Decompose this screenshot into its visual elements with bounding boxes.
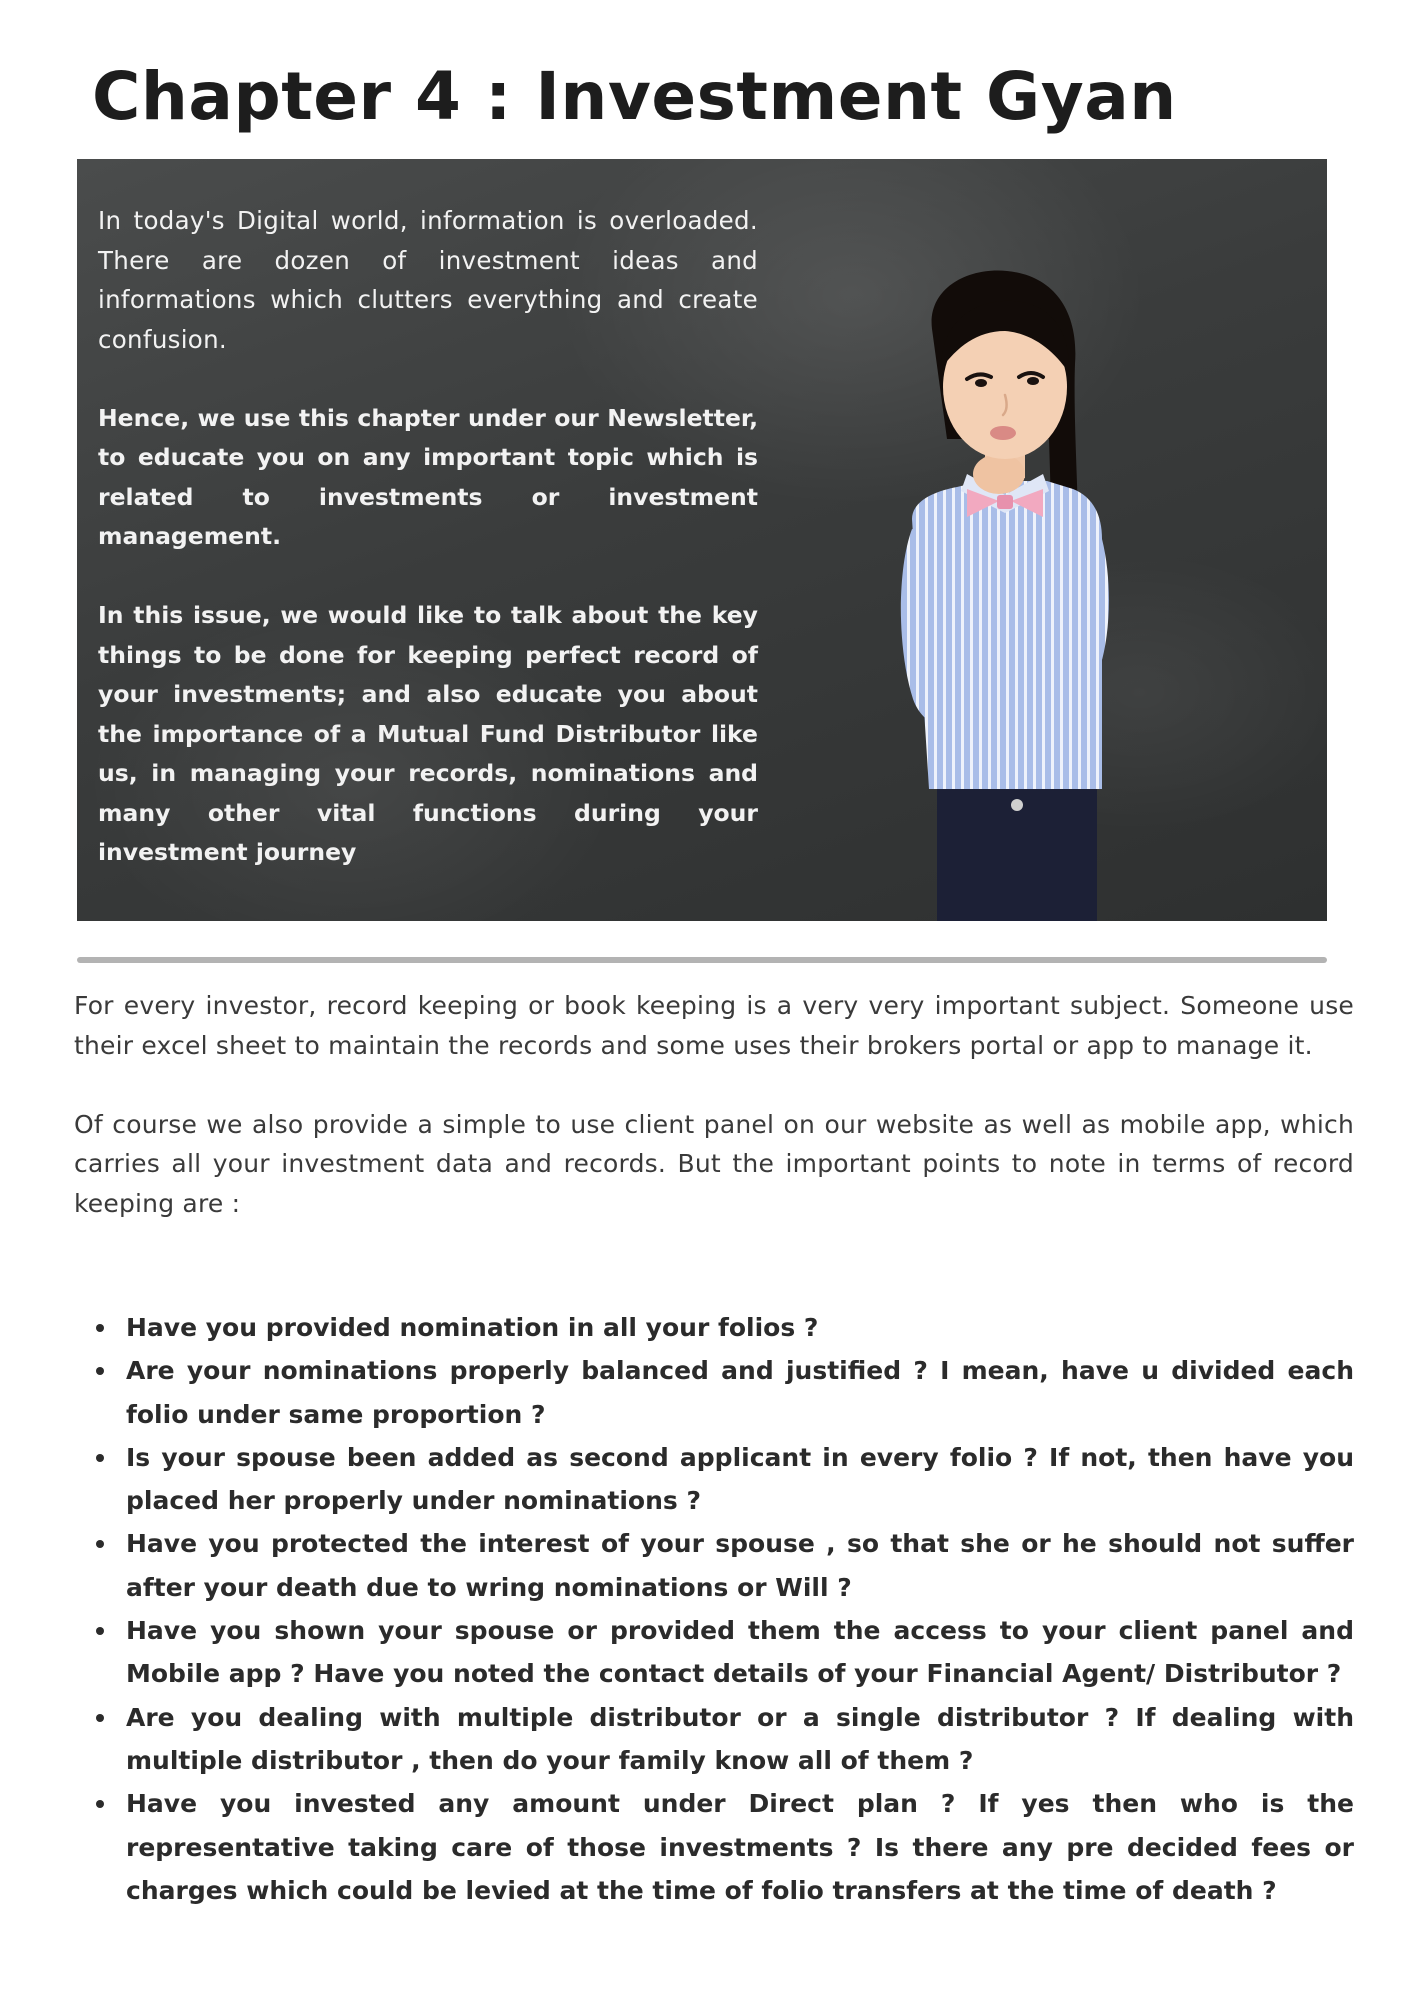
checklist [74, 1306, 1354, 1912]
hero-banner [77, 159, 1327, 921]
list-item: Have you shown your spouse or provided them the access to your client panel and Mobile app ? Have you noted the contact details of your Financial Agent/ Distributor ? [126, 1609, 1354, 1696]
article-body [74, 986, 1354, 1263]
body-paragraph-record-keeping: For every investor, record keeping or book keeping is a very very important subject. Someone use their excel sheet to maintain the records and some uses their brokers portal or app to manage it. [74, 991, 1354, 1060]
list-item: Are you dealing with multiple distributor or a single distributor ? If dealing with multiple distributor , then do your family know all of them ? [126, 1696, 1354, 1783]
list-item: Have you provided nomination in all your folios ? [126, 1306, 1354, 1349]
list-item: Is your spouse been added as second applicant in every folio ? If not, then have you placed her properly under nominations ? [126, 1436, 1354, 1523]
hero-purpose-paragraph: Hence, we use this chapter under our Newsletter, to educate you on any important topic which is related to investments or investment management. [98, 403, 758, 550]
hero-issue-paragraph: In this issue, we would like to talk about the key things to be done for keeping perfect record of your investments; and also educate you about the importance of a Mutual Fund Distributor like us, in managing your records, nominations and many other vital functions during your investment journey [98, 601, 758, 866]
body-paragraph-client-panel: Of course we also provide a simple to use client panel on our website as well as mobile app, which carries all your investment data and records. But the important points to note in terms of record keeping are : [74, 1109, 1354, 1218]
list-item: Are your nominations properly balanced and justified ? I mean, have u divided each folio under same proportion ? [126, 1349, 1354, 1436]
thinking-girl-illustration [817, 269, 1177, 921]
section-divider [77, 957, 1327, 963]
page-title: Chapter 4 : Investment Gyan [92, 58, 1177, 135]
hero-intro-paragraph: In today's Digital world, information is overloaded. There are dozen of investment ideas and informations which clutters everything and create confusion. [98, 206, 758, 354]
hero-text [98, 201, 758, 912]
list-item: Have you invested any amount under Direct plan ? If yes then who is the representative taking care of those investments ? Is there any pre decided fees or charges which could be levied at the time of folio transfers at the time of death ? [126, 1782, 1354, 1912]
list-item: Have you protected the interest of your spouse , so that she or he should not suffer after your death due to wring nominations or Will ? [126, 1522, 1354, 1609]
